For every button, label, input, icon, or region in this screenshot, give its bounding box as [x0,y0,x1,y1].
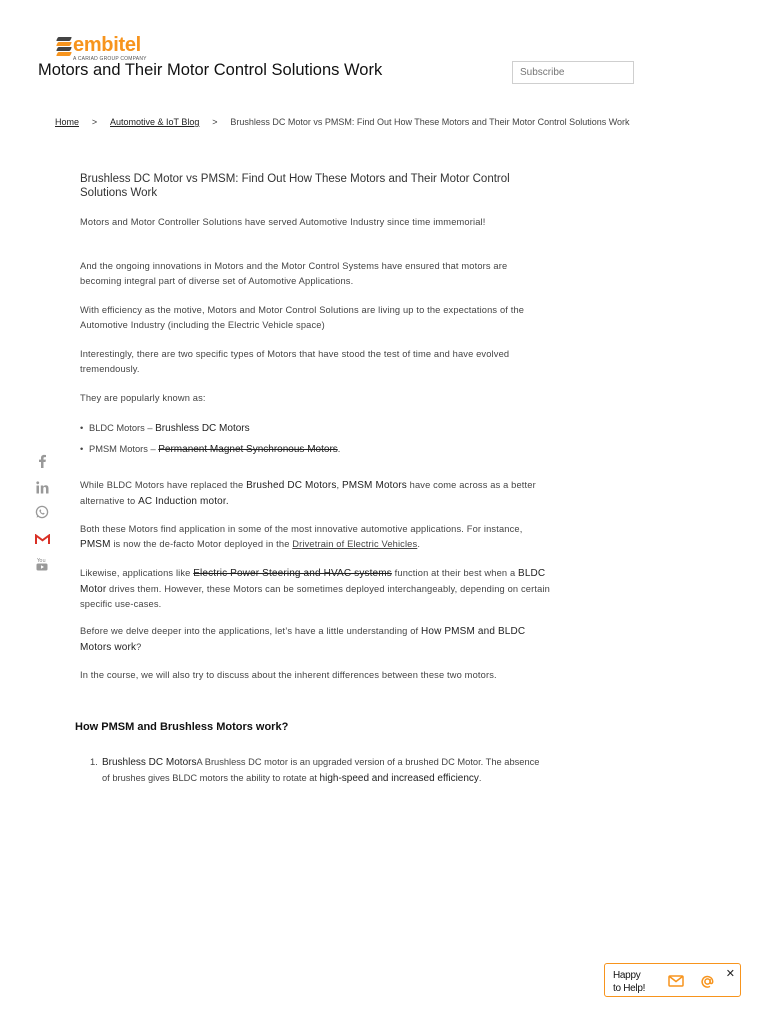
logo-wordmark: embitel [73,34,141,56]
list-item-prefix: BLDC Motors – [89,423,156,433]
high-speed-link[interactable]: high-speed and increased efficiency [319,772,479,784]
list-item: • PMSM Motors – Permanent Magnet Synchronous Motors. [80,444,341,455]
article-paragraph: Motors and Motor Controller Solutions have served Automotive Industry since time immemorial! [80,217,486,227]
linkedin-icon[interactable] [32,478,52,496]
text-segment: is now the de-facto Motor deployed in the [110,538,293,549]
ordered-list [90,755,540,786]
text-segment: function at their best when a [391,568,519,578]
mail-icon[interactable] [667,972,685,990]
pmsm-inline-link[interactable]: PMSM [80,538,111,550]
text-segment: . [417,538,421,549]
breadcrumb-separator: > [91,117,98,127]
text-segment: A Brushless DC motor is an upgraded version of a brushed DC Motor. The absence of brushes gives BLDC motors the ability to rotate at [102,757,540,783]
breadcrumb-blog-link[interactable]: Automotive & IoT Blog [110,117,200,127]
breadcrumb-separator: > [212,117,218,127]
subscribe-input[interactable] [512,61,634,84]
logo-tagline: A CARIAD GROUP COMPANY [73,56,147,62]
eps-hvac-link[interactable]: Electric Power Steering and HVAC systems [193,568,392,579]
chat-label-line1: Happy [613,970,641,981]
text-segment: Before we delve deeper into the applications, let’s have a little understanding of [80,626,421,636]
text-segment: Both these Motors find application in some of the most innovative automotive applications. For instance, [80,524,523,534]
gmail-icon[interactable] [32,530,52,548]
article-title: Brushless DC Motor vs PMSM: Find Out How These Motors and Their Motor Control Solutions Work [80,173,510,199]
at-email-icon[interactable] [698,972,716,990]
breadcrumb-current: Brushless DC Motor vs PMSM: Find Out How These Motors and Their Motor Control Solutions Work [230,117,630,127]
close-icon[interactable]: ✕ [725,968,735,980]
drivetrain-link[interactable]: Drivetrain of Electric Vehicles [292,538,418,549]
article-paragraph: They are popularly known as: [80,393,206,403]
help-chat-widget[interactable] [604,963,741,997]
how-motors-work-link[interactable]: How PMSM and BLDC Motors work [80,626,526,653]
facebook-icon[interactable] [32,452,52,470]
brushless-dc-link[interactable]: Brushless DC Motors [102,757,197,768]
bldc-link[interactable]: Brushless DC Motors [155,423,250,434]
page-title: Motors and Their Motor Control Solutions Work [38,61,383,79]
article-paragraph [80,522,550,552]
section-heading: How PMSM and Brushless Motors work? [75,721,289,733]
text-segment: . [478,772,482,783]
list-item: • BLDC Motors – Brushless DC Motors [80,423,250,434]
article [80,172,550,680]
bldc-motor-link[interactable]: BLDC Motor [80,568,546,595]
breadcrumb-home-link[interactable]: Home [55,117,80,127]
text-segment: drives them. However, these Motors can be sometimes deployed interchangeably, depending on certain specific use-cases. [80,583,550,609]
article-paragraph [80,624,550,655]
breadcrumb [55,117,630,127]
article-paragraph: And the ongoing innovations in Motors and the Motor Control Systems have ensured that motors are becoming integral part of diverse set of Automotive Applications. [80,261,508,286]
article-paragraph: In the course, we will also try to discuss about the inherent differences between these two motors. [80,670,497,680]
brushed-dc-link[interactable]: Brushed DC Motors [246,480,337,491]
logo-mark-icon [57,37,71,57]
text-segment: ? [136,641,142,652]
text-segment: Likewise, applications like [80,568,194,578]
text-segment: have come across as a better alternative to [80,480,536,506]
article-paragraph: Interestingly, there are two specific types of Motors that have stood the test of time and have evolved tremendously. [80,349,510,374]
list-number: 1. [90,757,98,767]
ac-induction-link[interactable]: AC Induction motor. [138,495,229,507]
list-item-suffix: . [337,444,341,454]
text-segment: While BLDC Motors have replaced the [80,480,247,490]
article-paragraph [80,566,550,612]
list-item [102,755,540,786]
youtube-icon[interactable] [32,555,52,573]
text-segment: , [336,480,342,490]
chat-label-line2: to Help! [613,983,646,994]
whatsapp-icon[interactable] [32,503,52,521]
svg-text:You: You [37,557,46,564]
article-paragraph: With efficiency as the motive, Motors and Motor Control Solutions are living up to the expectations of the Automotive Industry (including the Electric Vehicle space) [80,305,525,330]
pmsm-link[interactable]: Permanent Magnet Synchronous Motors [158,444,338,455]
list-item-prefix: PMSM Motors – [89,444,159,454]
pmsm-motors-link[interactable]: PMSM Motors [341,480,407,491]
article-paragraph [80,478,550,509]
